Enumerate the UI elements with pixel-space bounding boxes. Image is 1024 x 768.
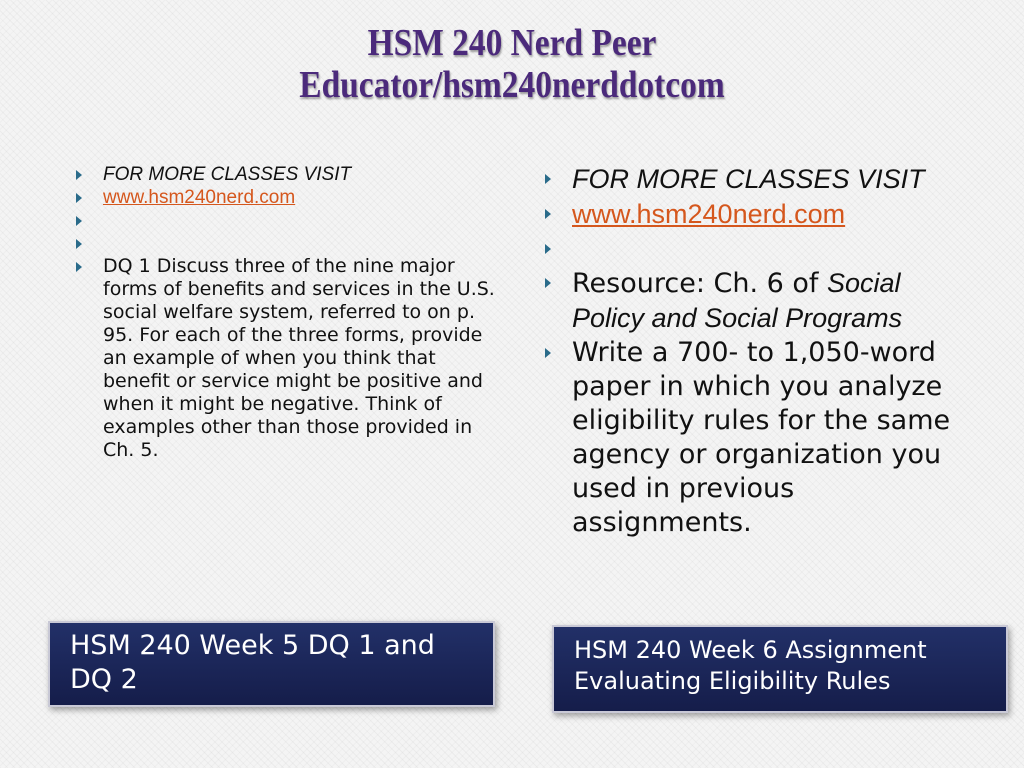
list-item [545, 266, 965, 336]
bullet-arrow-icon [545, 278, 551, 288]
website-link[interactable]: www.hsm240nerd.com [103, 187, 296, 208]
resource-prefix: Resource: Ch. 6 of [572, 268, 827, 299]
slide-title-line-1: HSM 240 Nerd Peer [367, 22, 657, 64]
bullet-arrow-icon [76, 216, 82, 226]
bullet-arrow-icon [76, 262, 82, 272]
list-item [545, 197, 965, 232]
empty-list-item [545, 232, 965, 266]
empty-list-item [76, 232, 496, 255]
footer-label: HSM 240 Week 5 DQ 1 and DQ 2 [70, 630, 435, 695]
list-item [545, 162, 965, 197]
resource-book-title: Social Policy and Social Programs [572, 268, 903, 333]
dq-description: DQ 1 Discuss three of the nine major forms of benefits and services in the U.S. social welfare system, referred to on p. 95. For each of the three forms, provide an example of when you think that benefit or service might be positive and when it might be negative. Think of examples other than those provided in Ch. 5. [103, 255, 495, 461]
list-item [545, 336, 965, 540]
left-bullet-list [76, 163, 496, 462]
bullet-arrow-icon [545, 348, 551, 358]
bullet-arrow-icon [545, 209, 551, 219]
footer-box-week5 [48, 621, 495, 707]
list-item [76, 163, 496, 186]
slide-title-line-2: Educator/hsm240nerddotcom [299, 64, 725, 106]
list-item [76, 255, 496, 462]
bullet-arrow-icon [76, 193, 82, 203]
bullet-arrow-icon [76, 239, 82, 249]
bullet-arrow-icon [545, 174, 551, 184]
assignment-description: Write a 700- to 1,050-word paper in which you analyze eligibility rules for the same agency or organization you used in previous assignments. [572, 337, 951, 538]
list-item [76, 186, 496, 209]
bullet-arrow-icon [76, 170, 82, 180]
visit-text: FOR MORE CLASSES VISIT [572, 164, 925, 194]
right-bullet-list [545, 162, 965, 540]
visit-text: FOR MORE CLASSES VISIT [103, 164, 352, 185]
bullet-arrow-icon [545, 244, 551, 254]
empty-list-item [76, 209, 496, 232]
footer-box-week6 [552, 625, 1008, 713]
website-link[interactable]: www.hsm240nerd.com [572, 199, 846, 229]
slide-title [61, 22, 962, 106]
footer-label: HSM 240 Week 6 Assignment Evaluating Eligibility Rules [574, 636, 927, 695]
